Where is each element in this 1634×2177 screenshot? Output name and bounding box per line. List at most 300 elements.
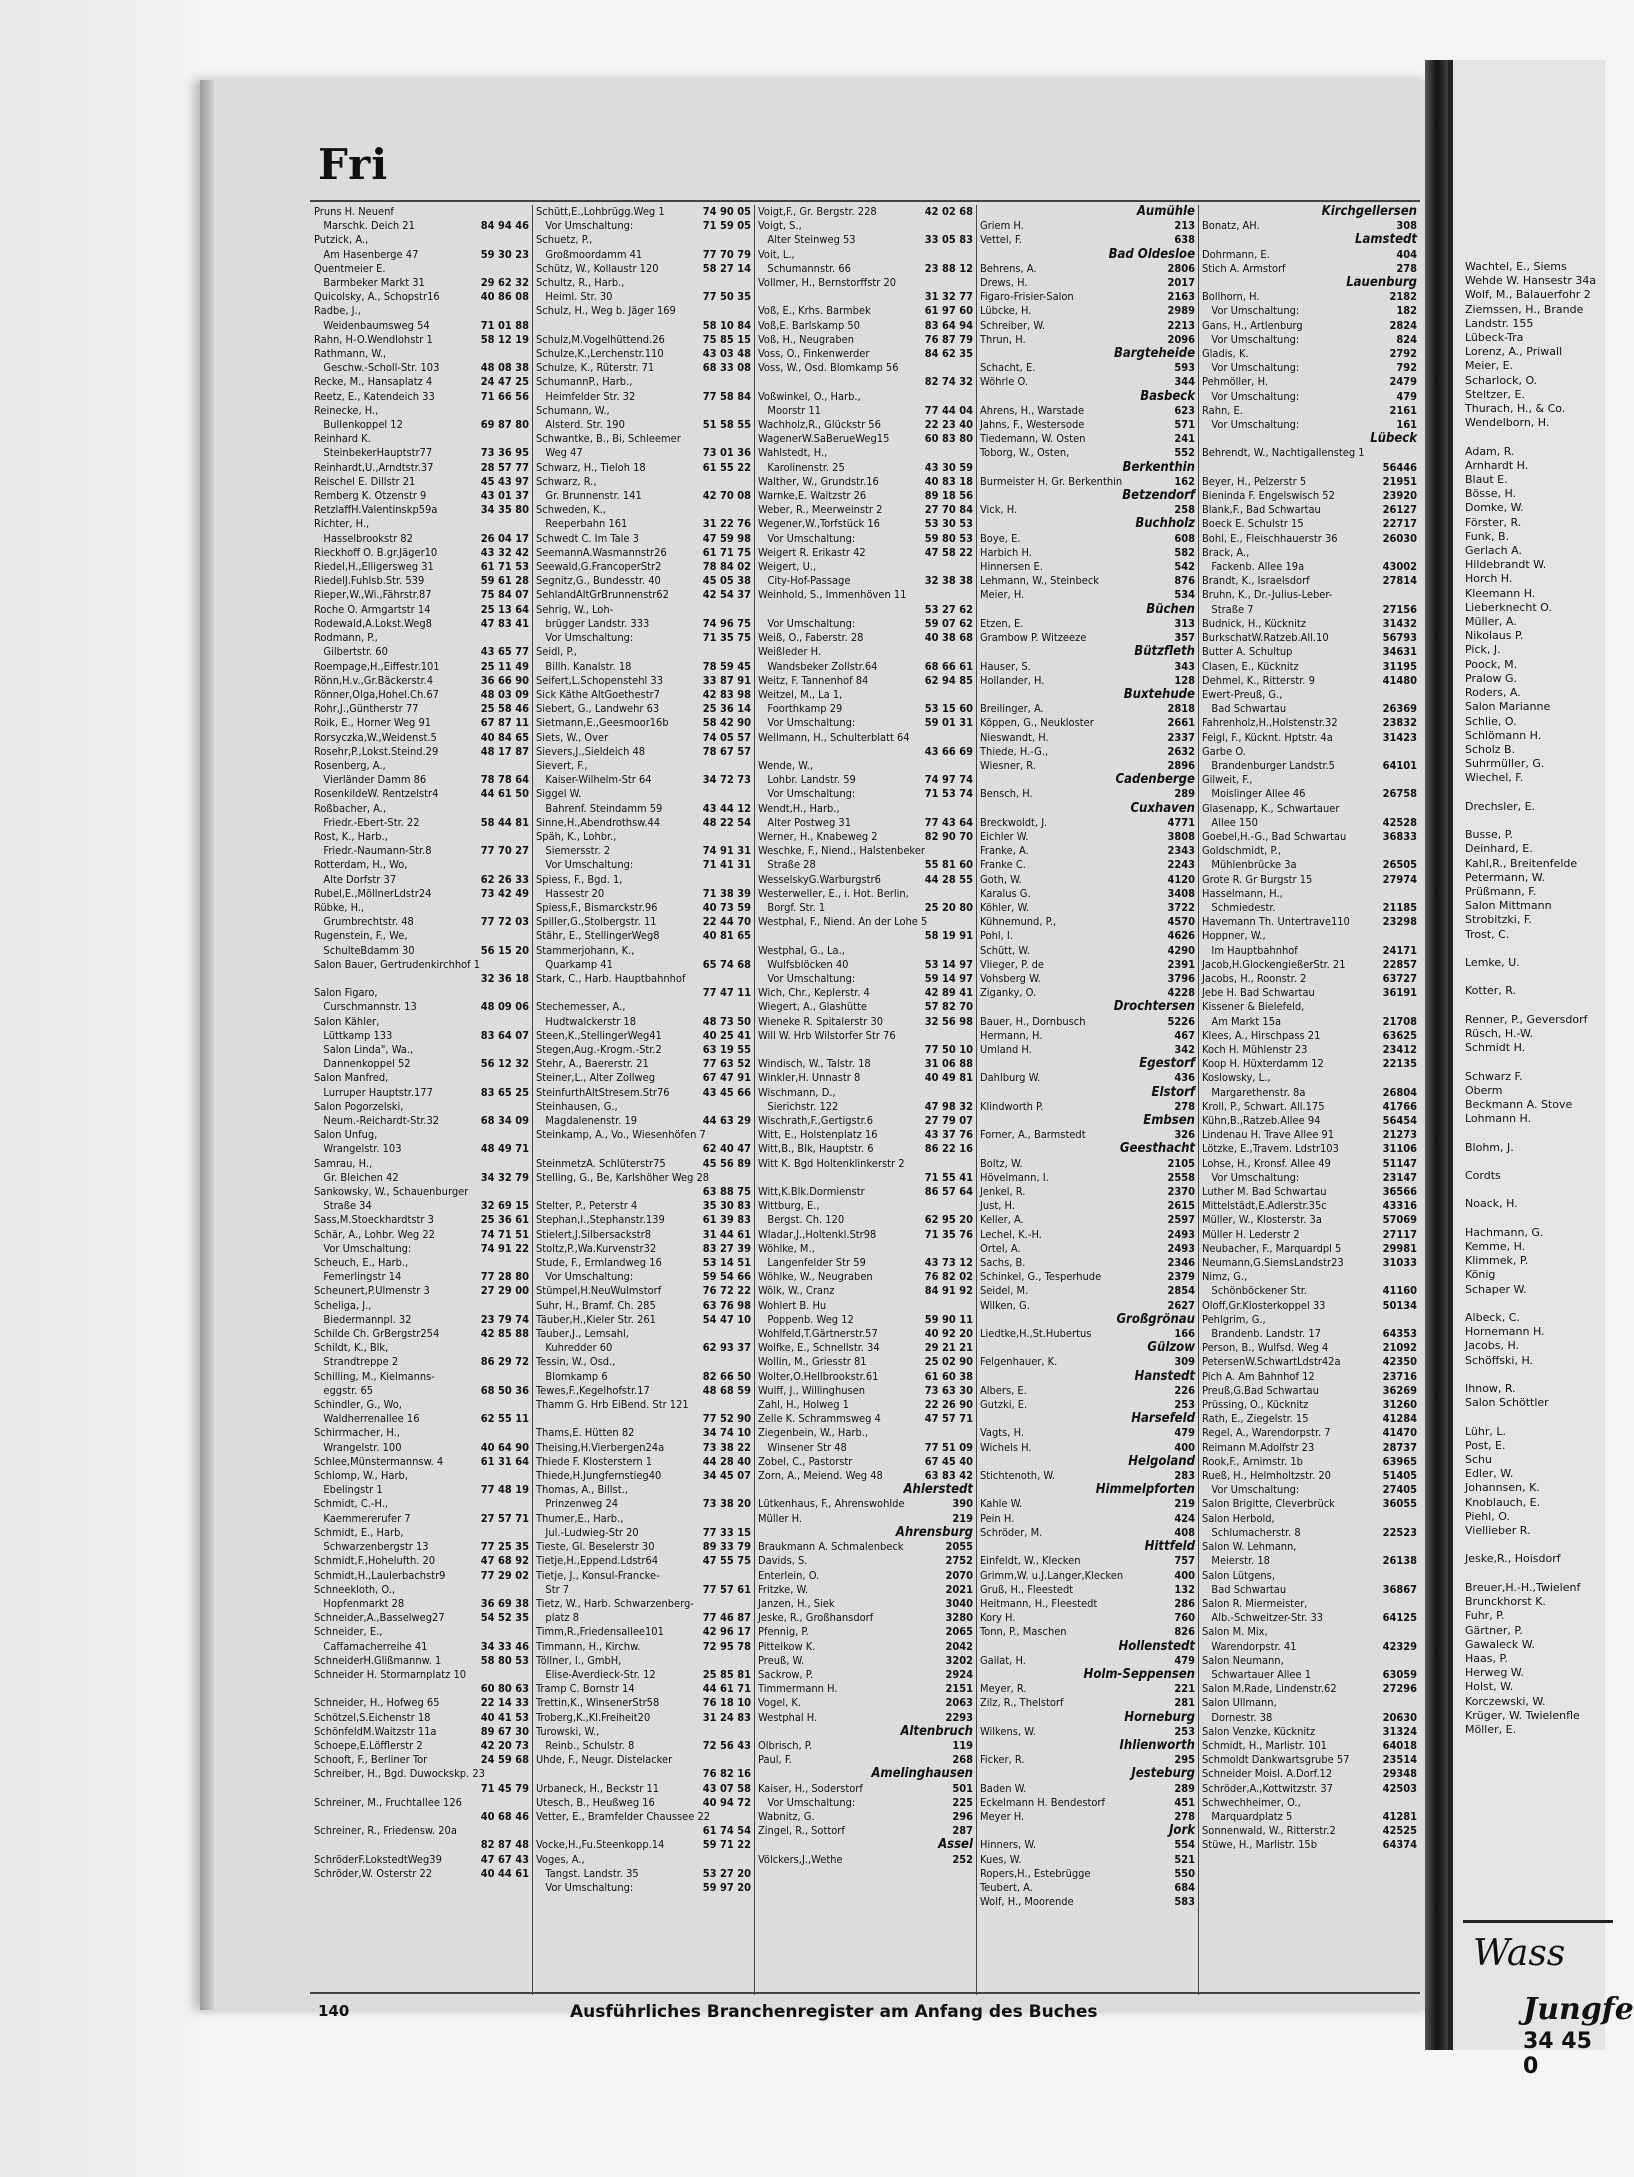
entry-phone: 5226	[1167, 1014, 1195, 1028]
entry-phone: 43002	[1382, 560, 1417, 574]
entry-phone: 59 01 31	[924, 716, 973, 730]
entry-phone: 42 96 17	[702, 1625, 751, 1639]
directory-entry	[536, 787, 751, 801]
directory-entry	[980, 1242, 1195, 1256]
entry-name: Hoppner, W.,	[1202, 929, 1266, 943]
directory-entry	[536, 1640, 751, 1654]
entry-name: Kaemmererufer 7	[314, 1511, 411, 1525]
directory-entry	[758, 446, 973, 460]
entry-name: Jacob,H.GlockengießerStr. 21	[1202, 957, 1346, 971]
entry-name: Vor Umschaltung:	[758, 716, 856, 730]
entry-phone: 40 92 20	[924, 1327, 973, 1341]
entry-name: Marschk. Deich 21	[314, 219, 415, 233]
entry-phone: 29981	[1382, 1241, 1417, 1255]
entry-name: Witt, E., Holstenplatz 16	[758, 1128, 878, 1142]
entry-name: Just, H.	[980, 1199, 1015, 1213]
directory-entry	[536, 1441, 751, 1455]
directory-entry	[314, 1583, 529, 1597]
entry-name: BurkschatW.Ratzeb.All.10	[1202, 631, 1329, 645]
entry-name: Pein H.	[980, 1511, 1015, 1525]
directory-entry	[314, 1341, 529, 1355]
facing-page-column	[1465, 260, 1605, 1737]
entry-phone	[525, 432, 529, 446]
directory-entry	[1202, 816, 1417, 830]
entry-phone: 22 44 70	[702, 915, 751, 929]
entry-name: Wittburg, E.,	[758, 1199, 820, 1213]
entry-name: Bullenkoppel 12	[314, 418, 403, 432]
entry-name: Jenkel, R.	[980, 1185, 1026, 1199]
entry-phone: 23920	[1382, 489, 1417, 503]
entry-phone: 34 72 73	[702, 773, 751, 787]
entry-name: Lehmann, W., Steinbeck	[980, 574, 1099, 588]
directory-entry	[314, 1228, 529, 1242]
entry-phone: 467	[1174, 1028, 1195, 1042]
facing-page-entry	[1465, 1567, 1605, 1581]
entry-name: Rotterdam, H., Wo,	[314, 858, 408, 872]
entry-phone: 278	[1174, 1099, 1195, 1113]
directory-entry	[1202, 1753, 1417, 1767]
entry-name: Spiess, F., Bgd. 1,	[536, 872, 623, 886]
directory-entry	[980, 1029, 1195, 1043]
facing-page-entry: Deinhard, E.	[1465, 842, 1533, 856]
entry-name: Reimann M.Adolfstr 23	[1202, 1440, 1315, 1454]
directory-entry	[314, 1185, 529, 1199]
directory-entry	[314, 944, 529, 958]
directory-entry	[758, 674, 973, 688]
entry-name: Pruns H. Neuenf	[314, 205, 394, 218]
entry-name: Oloff,Gr.Klosterkoppel 33	[1202, 1298, 1326, 1312]
entry-name: PetersenW.SchwartLdstr42a	[1202, 1355, 1341, 1369]
entry-phone	[747, 1100, 751, 1114]
entry-name: Ortel, A.	[980, 1241, 1021, 1255]
entry-name: Weigert, U.,	[758, 560, 817, 574]
facing-page-entry: Gerlach A.	[1465, 544, 1522, 558]
entry-phone: 3040	[945, 1596, 973, 1610]
facing-page-entry: Schlie, O.	[1465, 714, 1517, 728]
entry-name: Thiede F. Klosterstern 1	[536, 1454, 653, 1468]
entry-phone: 161	[1396, 418, 1417, 432]
entry-phone: 258	[1174, 503, 1195, 517]
entry-phone: 43 01 37	[480, 489, 529, 503]
entry-phone: 59 90 11	[924, 1312, 973, 1326]
entry-name: Thiede,H.Jungfernstieg40	[536, 1469, 662, 1483]
entry-name: Am Markt 15a	[1202, 1014, 1282, 1028]
entry-phone: 241	[1174, 432, 1195, 446]
directory-entry	[758, 1753, 973, 1767]
directory-entry	[536, 1583, 751, 1597]
directory-entry	[536, 1171, 751, 1185]
facing-page-entry: Gärtner, P.	[1465, 1623, 1523, 1637]
entry-phone: 83 64 94	[924, 318, 973, 332]
locality-heading	[980, 390, 1195, 404]
directory-entry	[1202, 1327, 1417, 1341]
entry-name: Olbrisch, P.	[758, 1738, 813, 1752]
facing-page-entry	[1465, 430, 1605, 444]
directory-entry	[536, 1412, 751, 1426]
facing-page-entry	[1465, 814, 1605, 828]
entry-phone	[525, 858, 529, 872]
entry-name: Tietje,H.,Eppend.Ldstr64	[536, 1554, 659, 1568]
entry-name: Voigt,F., Gr. Bergstr. 228	[758, 205, 877, 218]
directory-entry	[1202, 1483, 1417, 1497]
directory-entry	[1202, 390, 1417, 404]
directory-entry	[314, 1029, 529, 1043]
entry-phone: 75 85 15	[702, 332, 751, 346]
directory-entry	[1202, 1128, 1417, 1142]
directory-entry	[536, 1426, 751, 1440]
entry-phone: 78 78 64	[480, 773, 529, 787]
entry-name: Goldschmidt, P.,	[1202, 844, 1282, 858]
entry-name: Rohr,J.,Güntherstr 77	[314, 702, 419, 716]
entry-name: Stelter, P., Peterstr 4	[536, 1199, 638, 1213]
entry-name: Roempage,H.,Eiffestr.101	[314, 659, 440, 673]
entry-name: Schwedt C. Im Tale 3	[536, 531, 639, 545]
directory-entry	[536, 248, 751, 262]
entry-phone: 2818	[1167, 702, 1195, 716]
entry-name: Stielert,J.Silbersackstr8	[536, 1227, 652, 1241]
locality-heading	[980, 1086, 1195, 1100]
directory-entry	[314, 1668, 529, 1682]
directory-entry	[1202, 588, 1417, 602]
entry-name: Schneider H. Stormarnplatz 10	[314, 1667, 467, 1681]
facing-page-entry: Hildebrandt W.	[1465, 558, 1547, 572]
entry-name: Wolf, H., Moorende	[980, 1895, 1074, 1909]
directory-entry	[314, 404, 529, 418]
locality-heading	[1202, 276, 1417, 290]
directory-entry	[314, 1625, 529, 1639]
entry-name: Dohrmann, E.	[1202, 247, 1270, 261]
entry-name: Wabnitz, G.	[758, 1809, 815, 1823]
entry-phone: 43 37 76	[924, 1128, 973, 1142]
entry-name: Wahlstedt, H.,	[758, 446, 828, 460]
entry-phone: 48 17 87	[480, 744, 529, 758]
entry-name: Schreiner, R., Friedensw. 20a	[314, 1824, 457, 1838]
facing-page-entry: Blohm, J.	[1465, 1140, 1514, 1154]
entry-phone: 50134	[1382, 1298, 1417, 1312]
entry-name: Warendorpstr. 41	[1202, 1639, 1297, 1653]
entry-name: Salon Venzke, Kücknitz	[1202, 1724, 1316, 1738]
entry-phone: 792	[1396, 361, 1417, 375]
facing-page-entry: Herweg W.	[1465, 1666, 1524, 1680]
entry-phone: 34 35 80	[480, 503, 529, 517]
directory-entry	[980, 1654, 1195, 1668]
entry-phone	[969, 1242, 973, 1256]
entry-name: Wilken, G.	[980, 1298, 1030, 1312]
entry-name: Samrau, H.,	[314, 1156, 373, 1170]
entry-name: Weschke, F., Niend., Halstenbeker	[758, 844, 925, 858]
entry-phone: 73 36 95	[480, 446, 529, 460]
directory-entry	[314, 375, 529, 389]
directory-entry	[314, 1199, 529, 1213]
entry-phone: 48 08 38	[480, 361, 529, 375]
entry-phone	[969, 219, 973, 233]
directory-entry	[758, 205, 973, 219]
entry-phone: 89 33 79	[702, 1540, 751, 1554]
entry-name: Vor Umschaltung:	[758, 971, 856, 985]
entry-name: Stechemesser, A.,	[536, 1000, 626, 1014]
facing-page-entry	[1465, 999, 1605, 1013]
entry-phone: 182	[1396, 304, 1417, 318]
directory-entry	[314, 517, 529, 531]
entry-name: Salon Herbold,	[1202, 1511, 1275, 1525]
entry-name: Schacht, E.	[980, 361, 1036, 375]
entry-name: Hollander, H.	[980, 673, 1045, 687]
entry-phone: 27 57 71	[480, 1511, 529, 1525]
directory-entry	[314, 276, 529, 290]
locality-name: Ahlerstedt	[903, 1482, 973, 1498]
entry-phone: 77 48 19	[480, 1483, 529, 1497]
entry-name: Franke C.	[980, 858, 1026, 872]
facing-page-entry: Breuer,H.-H.,Twielenf	[1465, 1580, 1581, 1594]
entry-name: RosenkildeW. Rentzelstr4	[314, 787, 439, 801]
entry-phone: 47 58 22	[924, 545, 973, 559]
entry-name: Zahl, H., Holweg 1	[758, 1398, 849, 1412]
directory-entry	[536, 503, 751, 517]
directory-entry	[314, 319, 529, 333]
directory-entry	[980, 617, 1195, 631]
entry-phone: 357	[1174, 631, 1195, 645]
entry-name: Mittelstädt,E.Adlerstr.35c	[1202, 1199, 1327, 1213]
entry-phone	[525, 1256, 529, 1270]
facing-page-entry: Roders, A.	[1465, 686, 1521, 700]
entry-name: Walther, W., Grundstr.16	[758, 474, 879, 488]
directory-entry	[536, 333, 751, 347]
entry-phone: 2824	[1389, 318, 1417, 332]
directory-entry	[1202, 248, 1417, 262]
entry-name: Alb.-Schweitzer-Str. 33	[1202, 1611, 1324, 1625]
entry-name: Brandenb. Landstr. 17	[1202, 1327, 1321, 1341]
entry-phone	[525, 304, 529, 318]
locality-name: Geesthacht	[1119, 1141, 1195, 1157]
entry-phone: 28 57 77	[480, 460, 529, 474]
facing-page-entry: Schu	[1465, 1453, 1492, 1467]
directory-entry	[314, 787, 529, 801]
entry-name: Brandt, K., Israelsdorf	[1202, 574, 1310, 588]
facing-page-entry: Lemke, U.	[1465, 955, 1520, 969]
entry-phone	[1413, 929, 1417, 943]
entry-phone: 63727	[1382, 971, 1417, 985]
entry-name: Caffamacherreihe 41	[314, 1639, 428, 1653]
entry-name: Stammerjohann, K.,	[536, 943, 635, 957]
locality-name: Betzendorf	[1122, 488, 1195, 504]
directory-entry	[536, 1810, 751, 1824]
entry-name: Ahrens, H., Warstade	[980, 403, 1085, 417]
entry-name: Schulz,M.Vogelhüttend.26	[536, 332, 665, 346]
directory-entry	[758, 830, 973, 844]
entry-name: Sinne,H.,Abendrothsw.44	[536, 815, 661, 829]
entry-name: Fackenb. Allee 19a	[1202, 560, 1305, 574]
directory-entry	[536, 1086, 751, 1100]
entry-name: Stähr, E., StellingerWeg8	[536, 929, 660, 943]
entry-phone	[1413, 446, 1417, 460]
entry-phone: 43 32 42	[480, 545, 529, 559]
entry-phone	[969, 645, 973, 659]
facing-page-advert	[1463, 1920, 1634, 2083]
directory-entry	[536, 1228, 751, 1242]
entry-phone: 42 02 68	[924, 205, 973, 218]
directory-entry	[980, 1171, 1195, 1185]
entry-phone: 2063	[945, 1696, 973, 1710]
entry-name: Janzen, H., Siek	[758, 1596, 835, 1610]
entry-phone	[525, 262, 529, 276]
directory-entry	[980, 1157, 1195, 1171]
directory-entry	[1202, 1569, 1417, 1583]
directory-entry	[314, 631, 529, 645]
directory-entry	[1202, 1810, 1417, 1824]
directory-entry	[758, 219, 973, 233]
entry-name: Reetz, E., Katendeich 33	[314, 389, 435, 403]
entry-name: Urbaneck, H., Beckstr 11	[536, 1781, 660, 1795]
directory-entry	[758, 617, 973, 631]
entry-phone: 77 63 52	[702, 1057, 751, 1071]
entry-name: Wellmann, H., Schulterblatt 64	[758, 730, 910, 744]
directory-entry	[314, 702, 529, 716]
entry-phone: 296	[952, 1809, 973, 1823]
entry-phone: 40 81 65	[702, 929, 751, 943]
directory-entry	[1202, 1213, 1417, 1227]
directory-entry	[758, 1142, 973, 1156]
entry-name: Tietz, W., Harb. Schwarzenberg-	[536, 1596, 694, 1610]
entry-name: Harbich H.	[980, 545, 1032, 559]
facing-page-entry: Haas, P.	[1465, 1651, 1508, 1665]
directory-entry	[980, 446, 1195, 460]
entry-name: Neumann,G.SiemsLandstr23	[1202, 1256, 1344, 1270]
directory-entry	[980, 1497, 1195, 1511]
entry-name: Tauber,J., Lemsahl,	[536, 1327, 629, 1341]
facing-page-entry: Jacobs, H.	[1465, 1339, 1520, 1353]
entry-phone	[525, 1341, 529, 1355]
directory-entry	[758, 475, 973, 489]
entry-phone: 86 22 16	[924, 1142, 973, 1156]
entry-name: Karalus G.	[980, 886, 1031, 900]
directory-entry	[314, 233, 529, 247]
directory-entry	[980, 1583, 1195, 1597]
directory-entry	[1202, 219, 1417, 233]
entry-phone: 31195	[1382, 659, 1417, 673]
entry-name: Rieckhoff O. B.gr.Jäger10	[314, 545, 438, 559]
entry-name: Straße 7	[1202, 602, 1254, 616]
entry-phone: 31 32 77	[924, 290, 973, 304]
entry-name: Wende, W.,	[758, 758, 813, 772]
entry-phone: 23298	[1382, 915, 1417, 929]
directory-entry	[758, 887, 973, 901]
entry-phone: 74 91 22	[480, 1241, 529, 1255]
entry-phone: 41480	[1382, 673, 1417, 687]
entry-phone	[969, 887, 973, 901]
directory-entry	[758, 1625, 973, 1639]
entry-name: Vohsberg W.	[980, 971, 1041, 985]
entry-phone	[525, 1128, 529, 1142]
entry-name: Stoltz,P.,Wa.Kurvenstr32	[536, 1241, 657, 1255]
facing-page-entry: Busse, P.	[1465, 828, 1514, 842]
entry-phone: 48 22 54	[702, 815, 751, 829]
directory-entry	[758, 1554, 973, 1568]
directory-entry	[758, 1597, 973, 1611]
entry-name: Schneider, E.,	[314, 1625, 383, 1639]
directory-entry	[980, 546, 1195, 560]
directory-entry	[758, 1426, 973, 1440]
entry-name: Wladar,J.,Holtenkl.Str98	[758, 1227, 877, 1241]
directory-entry	[314, 901, 529, 915]
directory-entry	[758, 1242, 973, 1256]
directory-entry	[536, 617, 751, 631]
entry-name: Schneider,A.,Basselweg27	[314, 1611, 445, 1625]
entry-name: Tiedemann, W. Osten	[980, 432, 1086, 446]
facing-page-entry: Holst, W.	[1465, 1680, 1514, 1694]
entry-name: Moorstr 11	[758, 403, 821, 417]
facing-page-entry	[1465, 1297, 1605, 1311]
directory-entry	[1202, 972, 1417, 986]
facing-page-entry	[1465, 970, 1605, 984]
entry-phone: 64125	[1382, 1611, 1417, 1625]
entry-name: Spiller,G.,Stolbergstr. 11	[536, 915, 657, 929]
directory-entry	[1202, 290, 1417, 304]
entry-name: Vogel, K.	[758, 1696, 802, 1710]
entry-name: Westphal, G., La.,	[758, 943, 845, 957]
entry-phone: 4120	[1167, 872, 1195, 886]
directory-entry	[314, 1469, 529, 1483]
entry-name: Schreiber, H., Bgd. Duwockskp. 23	[314, 1767, 485, 1781]
directory-entry	[536, 1682, 751, 1696]
entry-phone: 47 98 32	[924, 1099, 973, 1113]
directory-entry	[314, 1497, 529, 1511]
entry-phone	[1413, 1654, 1417, 1668]
directory-entry	[980, 1753, 1195, 1767]
entry-phone: 43 03 48	[702, 347, 751, 361]
directory-entry	[980, 1043, 1195, 1057]
facing-page-entry: Arnhardt H.	[1465, 458, 1529, 472]
directory-entry	[314, 731, 529, 745]
entry-name: Pehmöller, H.	[1202, 375, 1268, 389]
entry-phone	[747, 475, 751, 489]
directory-entry	[1202, 574, 1417, 588]
entry-name: Vor Umschaltung:	[1202, 304, 1300, 318]
entry-phone: 51147	[1382, 1156, 1417, 1170]
directory-entry	[758, 1696, 973, 1710]
directory-entry	[314, 688, 529, 702]
entry-phone: 24171	[1382, 943, 1417, 957]
entry-phone: 289	[1174, 787, 1195, 801]
entry-phone: 42 54 37	[702, 588, 751, 602]
entry-name: Wegener,W.,Torfstück 16	[758, 517, 880, 531]
facing-page-entry	[1465, 1126, 1605, 1140]
entry-phone: 40 84 65	[480, 730, 529, 744]
entry-phone	[747, 787, 751, 801]
entry-phone: 44 63 29	[702, 1114, 751, 1127]
directory-entry	[536, 1611, 751, 1625]
directory-entry	[758, 1157, 973, 1171]
directory-entry	[980, 560, 1195, 574]
entry-phone	[1413, 773, 1417, 787]
directory-entry	[758, 1213, 973, 1227]
entry-phone: 59 14 97	[924, 971, 973, 985]
locality-heading	[980, 1455, 1195, 1469]
locality-name: Assel	[938, 1837, 973, 1853]
entry-name: Troberg,K.,Kl.Freiheit20	[536, 1710, 651, 1724]
entry-phone: 27 79 07	[924, 1114, 973, 1127]
entry-phone: 3280	[945, 1611, 973, 1625]
directory-entry	[536, 915, 751, 929]
directory-entry	[536, 1242, 751, 1256]
advert-line-3: 34 45 0	[1523, 2029, 1592, 2079]
directory-entry	[536, 731, 751, 745]
entry-name: Dahlburg W.	[980, 1071, 1041, 1085]
directory-entry	[758, 1853, 973, 1867]
entry-phone	[969, 944, 973, 958]
entry-phone	[747, 1355, 751, 1369]
directory-entry	[758, 361, 973, 375]
entry-name: Vor Umschaltung:	[1202, 361, 1300, 375]
